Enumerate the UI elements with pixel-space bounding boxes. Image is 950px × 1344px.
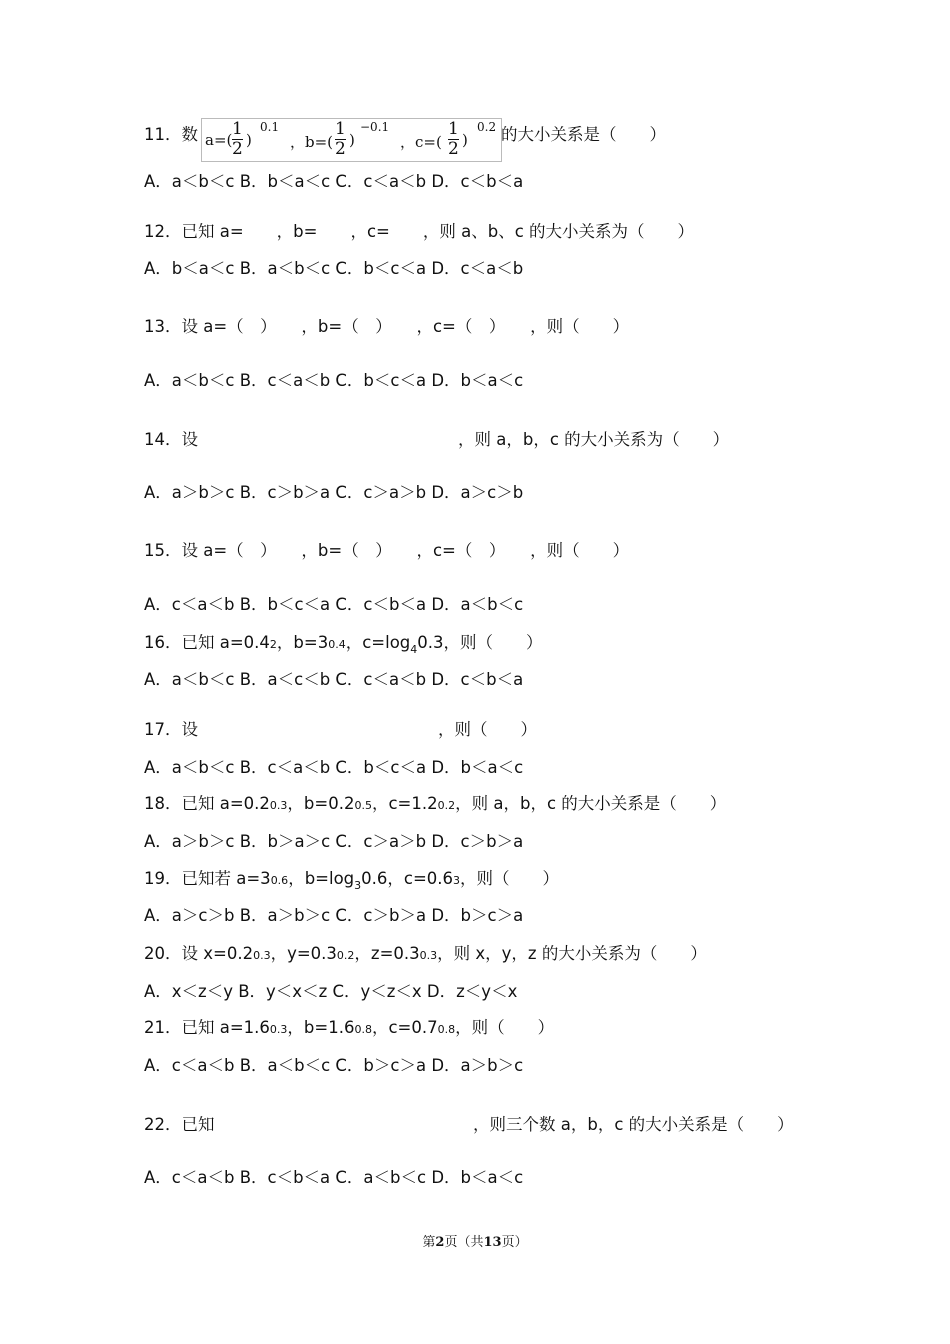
q17-stem-start: 17．设: [144, 720, 198, 739]
q20-stem: [144, 943, 707, 967]
q12-options: A．b＜a＜c B．a＜b＜c C．b＜c＜a D．c＜a＜b: [144, 259, 524, 278]
q16-stem: [144, 632, 543, 661]
footer-pre: 第: [422, 1235, 436, 1250]
q11-exp-b: −0.1: [360, 120, 390, 134]
q11-frac-a: [232, 121, 243, 158]
q18-p4: ，则 a，b，c 的大小关系是（ ）: [455, 794, 727, 813]
q11-den-c: 2: [448, 139, 459, 159]
q20-p4: ，则 x，y，z 的大小关系为（ ）: [437, 944, 707, 963]
q18-exp3: 0.2: [437, 799, 456, 812]
q16-p1: 16．已知 a=0.4: [144, 633, 270, 652]
q11-frac-b: [335, 121, 346, 158]
footer-post: 页）: [501, 1235, 528, 1250]
q21-p3: ，c=0.7: [371, 1018, 438, 1037]
q21-p1: 21．已知 a=1.6: [144, 1018, 270, 1037]
q11-b-label: ，b=(: [290, 133, 334, 151]
q20-exp3: 0.3: [419, 949, 438, 962]
q12-stem: 12．已知 a= ，b= ，c= ，则 a、b、c 的大小关系为（ ）: [144, 222, 695, 241]
q21-exp2: 0.8: [354, 1023, 372, 1036]
q16-p4: 0.3，则（ ）: [417, 633, 543, 652]
q21-stem: [144, 1017, 554, 1041]
q19-options: A．a＞c＞b B．a＞b＞c C．c＞b＞a D．b＞c＞a: [144, 906, 524, 925]
q15-stem: 15．设 a=（ ） ，b=（ ） ，c=（ ） ，则（ ）: [144, 541, 630, 560]
q11-exp-c: 0.2: [477, 120, 497, 134]
q19-p2: ，b=log: [288, 869, 355, 888]
footer-total-pages: 13: [483, 1235, 502, 1250]
q20-exp2: 0.2: [336, 949, 355, 962]
q16-exp1: 2: [269, 638, 277, 651]
q18-exp1: 0.3: [269, 799, 288, 812]
q22-stem-start: 22．已知: [144, 1115, 215, 1134]
q20-p2: ，y=0.3: [270, 944, 337, 963]
q19-sub1: 3: [354, 879, 362, 892]
q16-options: A．a＜b＜c B．a＜c＜b C．c＜a＜b D．c＜b＜a: [144, 670, 524, 689]
q22-options: A．c＜a＜b B．c＜b＜a C．a＜b＜c D．b＜a＜c: [144, 1168, 524, 1187]
q14-stem-end: ，则 a，b，c 的大小关系为（ ）: [458, 430, 730, 449]
q21-p4: ，则（ ）: [455, 1018, 555, 1037]
q20-exp1: 0.3: [253, 949, 271, 962]
q15-options: A．c＜a＜b B．b＜c＜a C．c＜b＜a D．a＜b＜c: [144, 595, 524, 614]
q20-options: A．x＜z＜y B．y＜x＜z C．y＜z＜x D．z＜y＜x: [144, 982, 518, 1001]
q20-p3: ，z=0.3: [354, 944, 420, 963]
q20-p1: 20．设 x=0.2: [144, 944, 254, 963]
q13-options: A．a＜b＜c B．c＜a＜b C．b＜c＜a D．b＜a＜c: [144, 371, 524, 390]
q16-sub1: 4: [410, 643, 418, 656]
q11-num-b: 1: [335, 119, 346, 139]
q11-prefix: 11．数: [144, 125, 198, 144]
q19-exp2: 3: [453, 874, 461, 887]
q11-num-a: 1: [232, 119, 243, 139]
q13-stem: 13．设 a=（ ） ，b=（ ） ，c=（ ） ，则（ ）: [144, 317, 630, 336]
q11-close-c: ): [462, 131, 468, 149]
q19-p4: ，则（ ）: [460, 869, 560, 888]
q11-frac-c: [448, 121, 459, 158]
page-footer: [0, 1231, 950, 1250]
q18-options: A．a＞b＞c B．b＞a＞c C．c＞a＞b D．c＞b＞a: [144, 832, 524, 851]
q21-exp1: 0.3: [269, 1023, 288, 1036]
q11-options: A．a＜b＜c B．b＜a＜c C．c＜a＜b D．c＜b＜a: [144, 172, 524, 191]
q14-options: A．a＞b＞c B．c＞b＞a C．c＞a＞b D．a＞c＞b: [144, 483, 524, 502]
q16-p2: ，b=3: [276, 633, 329, 652]
footer-mid: 页（共: [444, 1235, 484, 1250]
q21-options: A．c＜a＜b B．a＜b＜c C．b＞c＞a D．a＞b＞c: [144, 1056, 524, 1075]
q22-stem-end: ，则三个数 a，b，c 的大小关系是（ ）: [473, 1115, 794, 1134]
q11-den-a: 2: [232, 139, 243, 159]
footer-page-number: 2: [435, 1235, 445, 1250]
q21-p2: ，b=1.6: [287, 1018, 355, 1037]
q14-stem-start: 14．设: [144, 430, 198, 449]
q18-p3: ，c=1.2: [371, 794, 438, 813]
q11-close-a: ): [246, 131, 252, 149]
q19-p3: 0.6，c=0.6: [361, 869, 454, 888]
q16-p3: ，c=log: [345, 633, 411, 652]
q18-exp2: 0.5: [354, 799, 372, 812]
q11-c-label: ，c=(: [400, 133, 442, 151]
q11-close-b: ): [349, 131, 355, 149]
q18-stem: [144, 793, 726, 817]
q11-num-c: 1: [448, 119, 459, 139]
q17-stem-end: ，则（ ）: [438, 720, 537, 739]
q11-den-b: 2: [335, 139, 346, 159]
q11-formula-image: [201, 118, 502, 162]
q18-p2: ，b=0.2: [287, 794, 355, 813]
q11-suffix: 的大小关系是（ ）: [501, 125, 666, 144]
q17-options: A．a＜b＜c B．c＜a＜b C．b＜c＜a D．b＜a＜c: [144, 758, 524, 777]
q21-exp3: 0.8: [437, 1023, 456, 1036]
q19-p1: 19．已知若 a=3: [144, 869, 271, 888]
q11-a-label: a=(: [205, 131, 233, 149]
q19-stem: [144, 868, 559, 897]
q16-exp2: 0.4: [328, 638, 346, 651]
q19-exp1: 0.6: [270, 874, 289, 887]
q18-p1: 18．已知 a=0.2: [144, 794, 270, 813]
q11-exp-a: 0.1: [260, 120, 280, 134]
